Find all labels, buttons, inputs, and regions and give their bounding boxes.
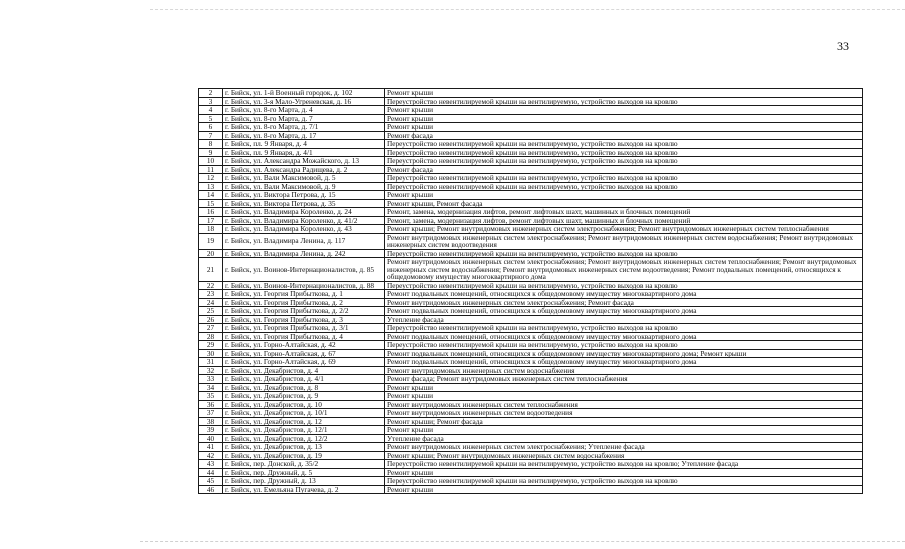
table-row (199, 477, 863, 486)
table-row (199, 140, 863, 149)
address-cell: г. Бийск, ул. 1-й Военный городок, д. 102 (223, 89, 385, 98)
table-row (199, 106, 863, 115)
address-cell: г. Бийск, ул. 8-го Марта, д. 4 (223, 106, 385, 115)
row-number-cell: 35 (199, 392, 223, 401)
work-type-cell: Ремонт крыши (385, 106, 863, 115)
table-row (199, 375, 863, 384)
table-row (199, 174, 863, 183)
work-type-cell: Переустройство невентилируемой крыши на вентилируемую, устройство выходов на кровлю (385, 182, 863, 191)
row-number-cell: 43 (199, 460, 223, 469)
address-cell: г. Бийск, ул. Декабристов, д. 13 (223, 443, 385, 452)
table-row (199, 358, 863, 367)
row-number-cell: 16 (199, 208, 223, 217)
table-row (199, 468, 863, 477)
row-number-cell: 12 (199, 174, 223, 183)
address-cell: г. Бийск, ул. Георгия Прибыткова, д. 1 (223, 290, 385, 299)
address-cell: г. Бийск, пл. 9 Января, д. 4/1 (223, 148, 385, 157)
work-type-cell: Ремонт внутридомовых инженерных систем электроснабжения; Ремонт внутридомовых инженерных систем водоснабжения; Ремонт внутридомовых инженерных систем водоотведения (385, 233, 863, 249)
address-cell: г. Бийск, ул. Вали Максимовой, д. 5 (223, 174, 385, 183)
work-type-cell: Переустройство невентилируемой крыши на вентилируемую, устройство выходов на кровлю (385, 249, 863, 258)
row-number-cell: 4 (199, 106, 223, 115)
address-cell: г. Бийск, ул. 8-го Марта, д. 7 (223, 114, 385, 123)
row-number-cell: 40 (199, 434, 223, 443)
work-type-cell: Ремонт внутридомовых инженерных систем теплоснабжения (385, 400, 863, 409)
row-number-cell: 23 (199, 290, 223, 299)
row-number-cell: 34 (199, 383, 223, 392)
table-row (199, 434, 863, 443)
work-type-cell: Переустройство невентилируемой крыши на вентилируемую, устройство выходов на кровлю (385, 477, 863, 486)
row-number-cell: 30 (199, 349, 223, 358)
work-type-cell: Ремонт, замена, модернизация лифтов, ремонт лифтовых шахт, машинных и блочных помещений (385, 216, 863, 225)
work-type-cell: Ремонт фасада; Ремонт внутридомовых инженерных систем теплоснабжения (385, 375, 863, 384)
table-row (199, 409, 863, 418)
table-row (199, 366, 863, 375)
table-row (199, 315, 863, 324)
work-type-cell: Ремонт внутридомовых инженерных систем водоотведения (385, 409, 863, 418)
work-type-cell: Переустройство невентилируемой крыши на вентилируемую, устройство выходов на кровлю (385, 148, 863, 157)
row-number-cell: 39 (199, 426, 223, 435)
address-cell: г. Бийск, ул. Декабристов, д. 12 (223, 417, 385, 426)
table-row (199, 451, 863, 460)
work-type-cell: Ремонт внутридомовых инженерных систем электроснабжения; Утепление фасада (385, 443, 863, 452)
repair-list-table (198, 88, 863, 494)
scan-edge-top (150, 9, 905, 10)
work-type-cell: Переустройство невентилируемой крыши на вентилируемую, устройство выходов на кровлю (385, 281, 863, 290)
work-type-cell: Ремонт внутридомовых инженерных систем электроснабжения; Ремонт внутридомовых инженерных систем теплоснабжения; Ремонт внутридомовых инженерных систем водоснабжения; Ремонт внутридомовых инженерных систем водоотведения; Ремонт подвальных помещений, относящихся к общедомовому имуществу многоквартирного дома (385, 258, 863, 282)
address-cell: г. Бийск, ул. Георгия Прибыткова, д. 4 (223, 332, 385, 341)
scan-edge-bottom (140, 541, 905, 542)
address-cell: г. Бийск, ул. 8-го Марта, д. 17 (223, 131, 385, 140)
table-row (199, 233, 863, 249)
row-number-cell: 46 (199, 485, 223, 494)
table-row (199, 392, 863, 401)
work-type-cell: Переустройство невентилируемой крыши на вентилируемую, устройство выходов на кровлю (385, 97, 863, 106)
row-number-cell: 28 (199, 332, 223, 341)
address-cell: г. Бийск, ул. Декабристов, д. 8 (223, 383, 385, 392)
address-cell: г. Бийск, ул. Георгия Прибыткова, д. 2/2 (223, 307, 385, 316)
work-type-cell: Утепление фасада (385, 315, 863, 324)
row-number-cell: 21 (199, 258, 223, 282)
address-cell: г. Бийск, ул. Горно-Алтайская, д. 42 (223, 341, 385, 350)
row-number-cell: 22 (199, 281, 223, 290)
work-type-cell: Ремонт подвальных помещений, относящихся к общедомовому имуществу многоквартирного дома (385, 307, 863, 316)
row-number-cell: 3 (199, 97, 223, 106)
address-cell: г. Бийск, пер. Дружный, д. 13 (223, 477, 385, 486)
table-row (199, 89, 863, 98)
table-row (199, 298, 863, 307)
address-cell: г. Бийск, ул. Воинов-Интернационалистов, д. 88 (223, 281, 385, 290)
work-type-cell: Ремонт крыши (385, 485, 863, 494)
row-number-cell: 32 (199, 366, 223, 375)
row-number-cell: 2 (199, 89, 223, 98)
address-cell: г. Бийск, ул. Воинов-Интернационалистов, д. 85 (223, 258, 385, 282)
address-cell: г. Бийск, ул. Декабристов, д. 4 (223, 366, 385, 375)
row-number-cell: 31 (199, 358, 223, 367)
address-cell: г. Бийск, ул. Георгия Прибыткова, д. 3/1 (223, 324, 385, 333)
table-row (199, 324, 863, 333)
work-type-cell: Ремонт крыши (385, 114, 863, 123)
address-cell: г. Бийск, пер. Дружный, д. 5 (223, 468, 385, 477)
address-cell: г. Бийск, ул. Емельяна Пугачева, д. 2 (223, 485, 385, 494)
table-row (199, 148, 863, 157)
table-row (199, 97, 863, 106)
address-cell: г. Бийск, ул. Владимира Короленко, д. 24 (223, 208, 385, 217)
work-type-cell: Ремонт фасада (385, 131, 863, 140)
row-number-cell: 25 (199, 307, 223, 316)
address-cell: г. Бийск, ул. Декабристов, д. 9 (223, 392, 385, 401)
work-type-cell: Ремонт крыши; Ремонт внутридомовых инженерных систем электроснабжения; Ремонт внутридомовых инженерных систем теплоснабжения (385, 225, 863, 234)
address-cell: г. Бийск, ул. Александра Радищева, д. 2 (223, 165, 385, 174)
row-number-cell: 19 (199, 233, 223, 249)
page-number: 33 (837, 39, 849, 53)
row-number-cell: 9 (199, 148, 223, 157)
address-cell: г. Бийск, ул. Владимира Короленко, д. 43 (223, 225, 385, 234)
address-cell: г. Бийск, ул. 3-я Мало-Угреневская, д. 16 (223, 97, 385, 106)
row-number-cell: 38 (199, 417, 223, 426)
table-row (199, 191, 863, 200)
row-number-cell: 26 (199, 315, 223, 324)
table-row (199, 341, 863, 350)
row-number-cell: 44 (199, 468, 223, 477)
table-row (199, 199, 863, 208)
table-row (199, 249, 863, 258)
table-row (199, 332, 863, 341)
row-number-cell: 33 (199, 375, 223, 384)
table-row (199, 460, 863, 469)
work-type-cell: Утепление фасада (385, 434, 863, 443)
address-cell: г. Бийск, ул. Декабристов, д. 12/2 (223, 434, 385, 443)
work-type-cell: Ремонт крыши, Ремонт фасада (385, 199, 863, 208)
row-number-cell: 14 (199, 191, 223, 200)
table-row (199, 290, 863, 299)
address-cell: г. Бийск, ул. Декабристов, д. 10 (223, 400, 385, 409)
table-row (199, 281, 863, 290)
table-row (199, 426, 863, 435)
table-row (199, 216, 863, 225)
work-type-cell: Ремонт подвальных помещений, относящихся к общедомовому имуществу многоквартирного дома; Ремонт крыши (385, 349, 863, 358)
table-row (199, 165, 863, 174)
address-cell: г. Бийск, ул. 8-го Марта, д. 7/1 (223, 123, 385, 132)
work-type-cell: Переустройство невентилируемой крыши на вентилируемую, устройство выходов на кровлю (385, 341, 863, 350)
row-number-cell: 36 (199, 400, 223, 409)
address-cell: г. Бийск, пл. 9 Января, д. 4 (223, 140, 385, 149)
work-type-cell: Ремонт крыши (385, 191, 863, 200)
table-row (199, 258, 863, 282)
work-type-cell: Ремонт крыши (385, 89, 863, 98)
row-number-cell: 17 (199, 216, 223, 225)
address-cell: г. Бийск, ул. Виктора Петрова, д. 35 (223, 199, 385, 208)
row-number-cell: 8 (199, 140, 223, 149)
work-type-cell: Ремонт подвальных помещений, относящихся к общедомовому имуществу многоквартирного дома (385, 358, 863, 367)
row-number-cell: 20 (199, 249, 223, 258)
work-type-cell: Ремонт подвальных помещений, относящихся к общедомовому имуществу многоквартирного дома (385, 290, 863, 299)
address-cell: г. Бийск, ул. Владимира Ленина, д. 117 (223, 233, 385, 249)
address-cell: г. Бийск, ул. Декабристов, д. 10/1 (223, 409, 385, 418)
row-number-cell: 18 (199, 225, 223, 234)
table-row (199, 225, 863, 234)
table-row (199, 182, 863, 191)
row-number-cell: 27 (199, 324, 223, 333)
work-type-cell: Ремонт фасада (385, 165, 863, 174)
row-number-cell: 10 (199, 157, 223, 166)
table-row (199, 131, 863, 140)
table-row (199, 123, 863, 132)
row-number-cell: 24 (199, 298, 223, 307)
row-number-cell: 11 (199, 165, 223, 174)
row-number-cell: 42 (199, 451, 223, 460)
row-number-cell: 37 (199, 409, 223, 418)
table-row (199, 114, 863, 123)
address-cell: г. Бийск, ул. Декабристов, д. 12/1 (223, 426, 385, 435)
row-number-cell: 15 (199, 199, 223, 208)
table-row (199, 383, 863, 392)
table-row (199, 157, 863, 166)
work-type-cell: Переустройство невентилируемой крыши на вентилируемую, устройство выходов на кровлю (385, 157, 863, 166)
address-cell: г. Бийск, ул. Георгия Прибыткова, д. 2 (223, 298, 385, 307)
work-type-cell: Ремонт крыши (385, 392, 863, 401)
work-type-cell: Ремонт крыши; Ремонт внутридомовых инженерных систем водоснабжения (385, 451, 863, 460)
work-type-cell: Переустройство невентилируемой крыши на вентилируемую, устройство выходов на кровлю; Утепление фасада (385, 460, 863, 469)
table-row (199, 417, 863, 426)
row-number-cell: 29 (199, 341, 223, 350)
address-cell: г. Бийск, ул. Горно-Алтайская, д. 69 (223, 358, 385, 367)
address-cell: г. Бийск, ул. Владимира Короленко, д. 41/2 (223, 216, 385, 225)
address-cell: г. Бийск, ул. Владимира Ленина, д. 242 (223, 249, 385, 258)
row-number-cell: 45 (199, 477, 223, 486)
address-cell: г. Бийск, ул. Виктора Петрова, д. 15 (223, 191, 385, 200)
work-type-cell: Ремонт крыши; Ремонт фасада (385, 417, 863, 426)
work-type-cell: Ремонт крыши (385, 426, 863, 435)
address-cell: г. Бийск, ул. Александра Можайского, д. 13 (223, 157, 385, 166)
address-cell: г. Бийск, ул. Декабристов, д. 19 (223, 451, 385, 460)
address-cell: г. Бийск, ул. Вали Максимовой, д. 9 (223, 182, 385, 191)
row-number-cell: 5 (199, 114, 223, 123)
table-row (199, 400, 863, 409)
table-row (199, 208, 863, 217)
row-number-cell: 7 (199, 131, 223, 140)
work-type-cell: Переустройство невентилируемой крыши на вентилируемую, устройство выходов на кровлю (385, 140, 863, 149)
table-row (199, 349, 863, 358)
address-cell: г. Бийск, ул. Декабристов, д. 4/1 (223, 375, 385, 384)
row-number-cell: 13 (199, 182, 223, 191)
work-type-cell: Ремонт крыши (385, 468, 863, 477)
row-number-cell: 6 (199, 123, 223, 132)
work-type-cell: Ремонт крыши (385, 383, 863, 392)
work-type-cell: Ремонт, замена, модернизация лифтов, ремонт лифтовых шахт, машинных и блочных помещений (385, 208, 863, 217)
table-row (199, 307, 863, 316)
work-type-cell: Ремонт крыши (385, 123, 863, 132)
address-cell: г. Бийск, ул. Горно-Алтайская, д. 67 (223, 349, 385, 358)
work-type-cell: Ремонт внутридомовых инженерных систем электроснабжения; Ремонт фасада (385, 298, 863, 307)
row-number-cell: 41 (199, 443, 223, 452)
address-cell: г. Бийск, пер. Донской, д. 35/2 (223, 460, 385, 469)
table-row (199, 443, 863, 452)
table-body (199, 89, 863, 494)
work-type-cell: Ремонт внутридомовых инженерных систем водоснабжения (385, 366, 863, 375)
address-cell: г. Бийск, ул. Георгия Прибыткова, д. 3 (223, 315, 385, 324)
work-type-cell: Ремонт подвальных помещений, относящихся к общедомовому имуществу многоквартирного дома (385, 332, 863, 341)
work-type-cell: Переустройство невентилируемой крыши на вентилируемую, устройство выходов на кровлю (385, 174, 863, 183)
table-row (199, 485, 863, 494)
work-type-cell: Переустройство невентилируемой крыши на вентилируемую, устройство выходов на кровлю (385, 324, 863, 333)
